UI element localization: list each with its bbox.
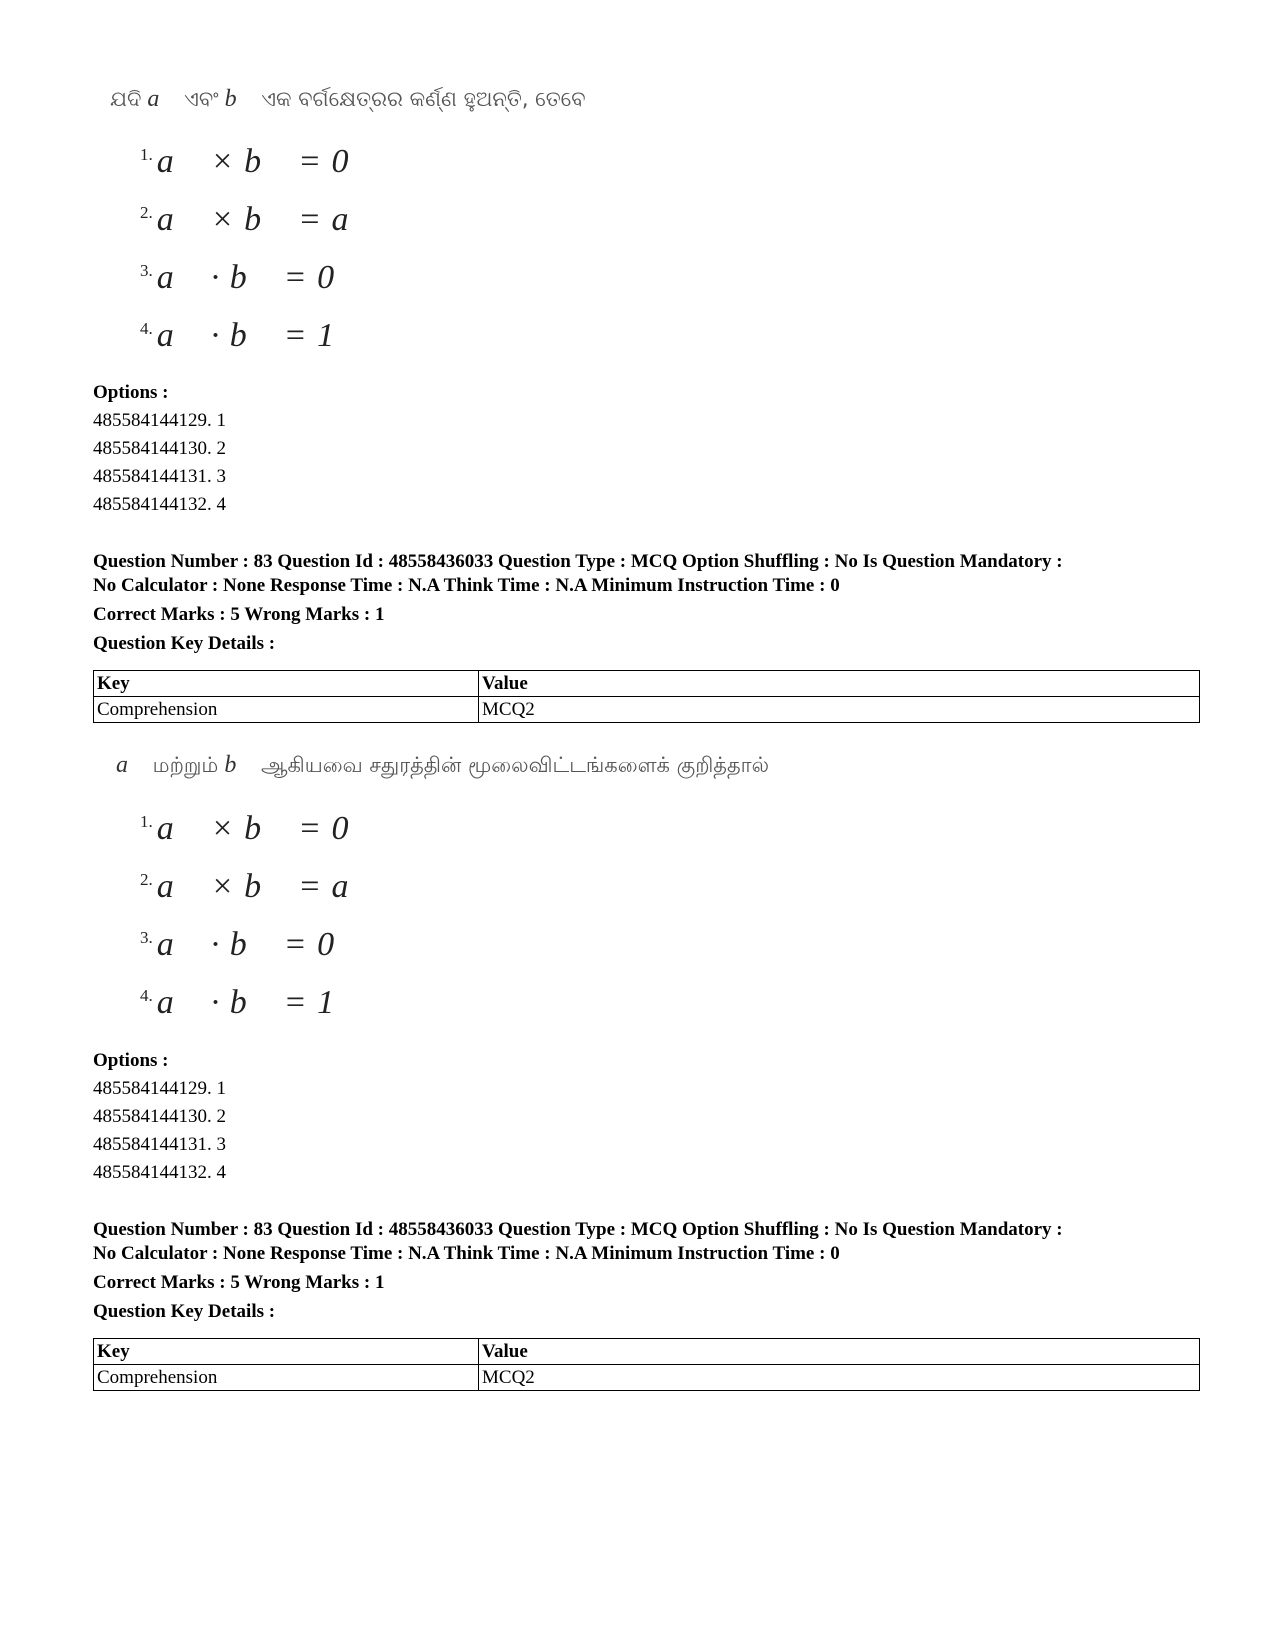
stem-text: ଯଦି: [110, 87, 142, 111]
options-label: Options :: [93, 382, 169, 403]
choice-number: 4.: [140, 319, 153, 338]
options-label: Options :: [93, 1050, 169, 1071]
option-item: 485584144129. 1: [93, 410, 226, 431]
vector-a: a⃗: [116, 752, 147, 778]
question-meta: [93, 1218, 1193, 1324]
choice-number: 4.: [140, 986, 153, 1005]
stem-text: ஆகியவை சதுரத்தின் மூலைவிட்டங்களைக் குறித்தால்: [261, 753, 770, 777]
vector-b: b⃗: [224, 752, 255, 778]
key-value-table: [93, 670, 1200, 723]
key-details-label: Question Key Details :: [93, 633, 276, 654]
table-cell-key: Comprehension: [94, 697, 479, 723]
options-block: [93, 379, 226, 519]
choice-item: [140, 974, 769, 1032]
vector-a: a⃗: [147, 86, 179, 112]
choice-number: 2.: [140, 870, 153, 889]
marks-line: Correct Marks : 5 Wrong Marks : 1: [93, 1272, 385, 1293]
choice-number: 1.: [140, 812, 153, 831]
choice-number: 3.: [140, 261, 153, 280]
choice-number: 1.: [140, 145, 153, 164]
choice-list: [140, 133, 586, 365]
choice-item: [140, 858, 769, 916]
options-block: [93, 1047, 226, 1187]
question-stem: [110, 752, 769, 780]
meta-line: Question Number : 83 Question Id : 48558436033 Question Type : MCQ Option Shuffling : No Is Question Mandatory :: [93, 1219, 1063, 1240]
table-row: [94, 697, 1200, 723]
choice-item: [140, 800, 769, 858]
vector-b: b⃗: [224, 86, 256, 112]
stem-text: மற்றும்: [152, 753, 219, 777]
meta-line: Question Number : 83 Question Id : 48558436033 Question Type : MCQ Option Shuffling : No Is Question Mandatory :: [93, 551, 1063, 572]
question-image: [110, 86, 586, 365]
choice-expression: a⃗ · b⃗ = 1: [156, 317, 336, 354]
choice-expression: a⃗ · b⃗ = 1: [156, 984, 336, 1021]
table-cell-value: MCQ2: [479, 697, 1200, 723]
choice-expression: a⃗ · b⃗ = 0: [156, 926, 336, 963]
table-header-row: [94, 671, 1200, 697]
option-item: 485584144131. 3: [93, 466, 226, 487]
table-header-key: Key: [94, 1339, 479, 1365]
choice-expression: a⃗ · b⃗ = 0: [156, 259, 336, 296]
choice-expression: a⃗ × b⃗ = 0: [156, 143, 350, 180]
option-item: 485584144130. 2: [93, 438, 226, 459]
choice-item: [140, 916, 769, 974]
option-item: 485584144130. 2: [93, 1106, 226, 1127]
table-cell-value: MCQ2: [479, 1365, 1200, 1391]
choice-item: [140, 133, 586, 191]
option-item: 485584144131. 3: [93, 1134, 226, 1155]
choice-item: [140, 191, 586, 249]
choice-list: [140, 800, 769, 1032]
stem-text: ଏକ ବର୍ଗକ୍ଷେତ୍ରର କର୍ଣ୍ଣ ହୁଅନ୍ତି, ତେବେ: [261, 87, 586, 111]
marks-line: Correct Marks : 5 Wrong Marks : 1: [93, 604, 385, 625]
key-value-table: [93, 1338, 1200, 1391]
question-stem: [110, 86, 586, 113]
choice-expression: a⃗ × b⃗ = a⃗: [156, 868, 376, 905]
table-header-value: Value: [479, 671, 1200, 697]
table-header-key: Key: [94, 671, 479, 697]
option-item: 485584144132. 4: [93, 1162, 226, 1183]
choice-item: [140, 307, 586, 365]
choice-expression: a⃗ × b⃗ = 0: [156, 810, 350, 847]
choice-expression: a⃗ × b⃗ = a⃗: [156, 201, 376, 238]
option-item: 485584144129. 1: [93, 1078, 226, 1099]
table-header-value: Value: [479, 1339, 1200, 1365]
question-image: [110, 752, 769, 1032]
choice-number: 3.: [140, 928, 153, 947]
meta-line: No Calculator : None Response Time : N.A Think Time : N.A Minimum Instruction Time : 0: [93, 575, 840, 596]
table-row: [94, 1365, 1200, 1391]
key-details-label: Question Key Details :: [93, 1301, 276, 1322]
question-meta: [93, 550, 1193, 656]
choice-number: 2.: [140, 203, 153, 222]
table-header-row: [94, 1339, 1200, 1365]
stem-text: ଏବଂ: [184, 87, 219, 111]
table-cell-key: Comprehension: [94, 1365, 479, 1391]
choice-item: [140, 249, 586, 307]
meta-line: No Calculator : None Response Time : N.A Think Time : N.A Minimum Instruction Time : 0: [93, 1243, 840, 1264]
option-item: 485584144132. 4: [93, 494, 226, 515]
